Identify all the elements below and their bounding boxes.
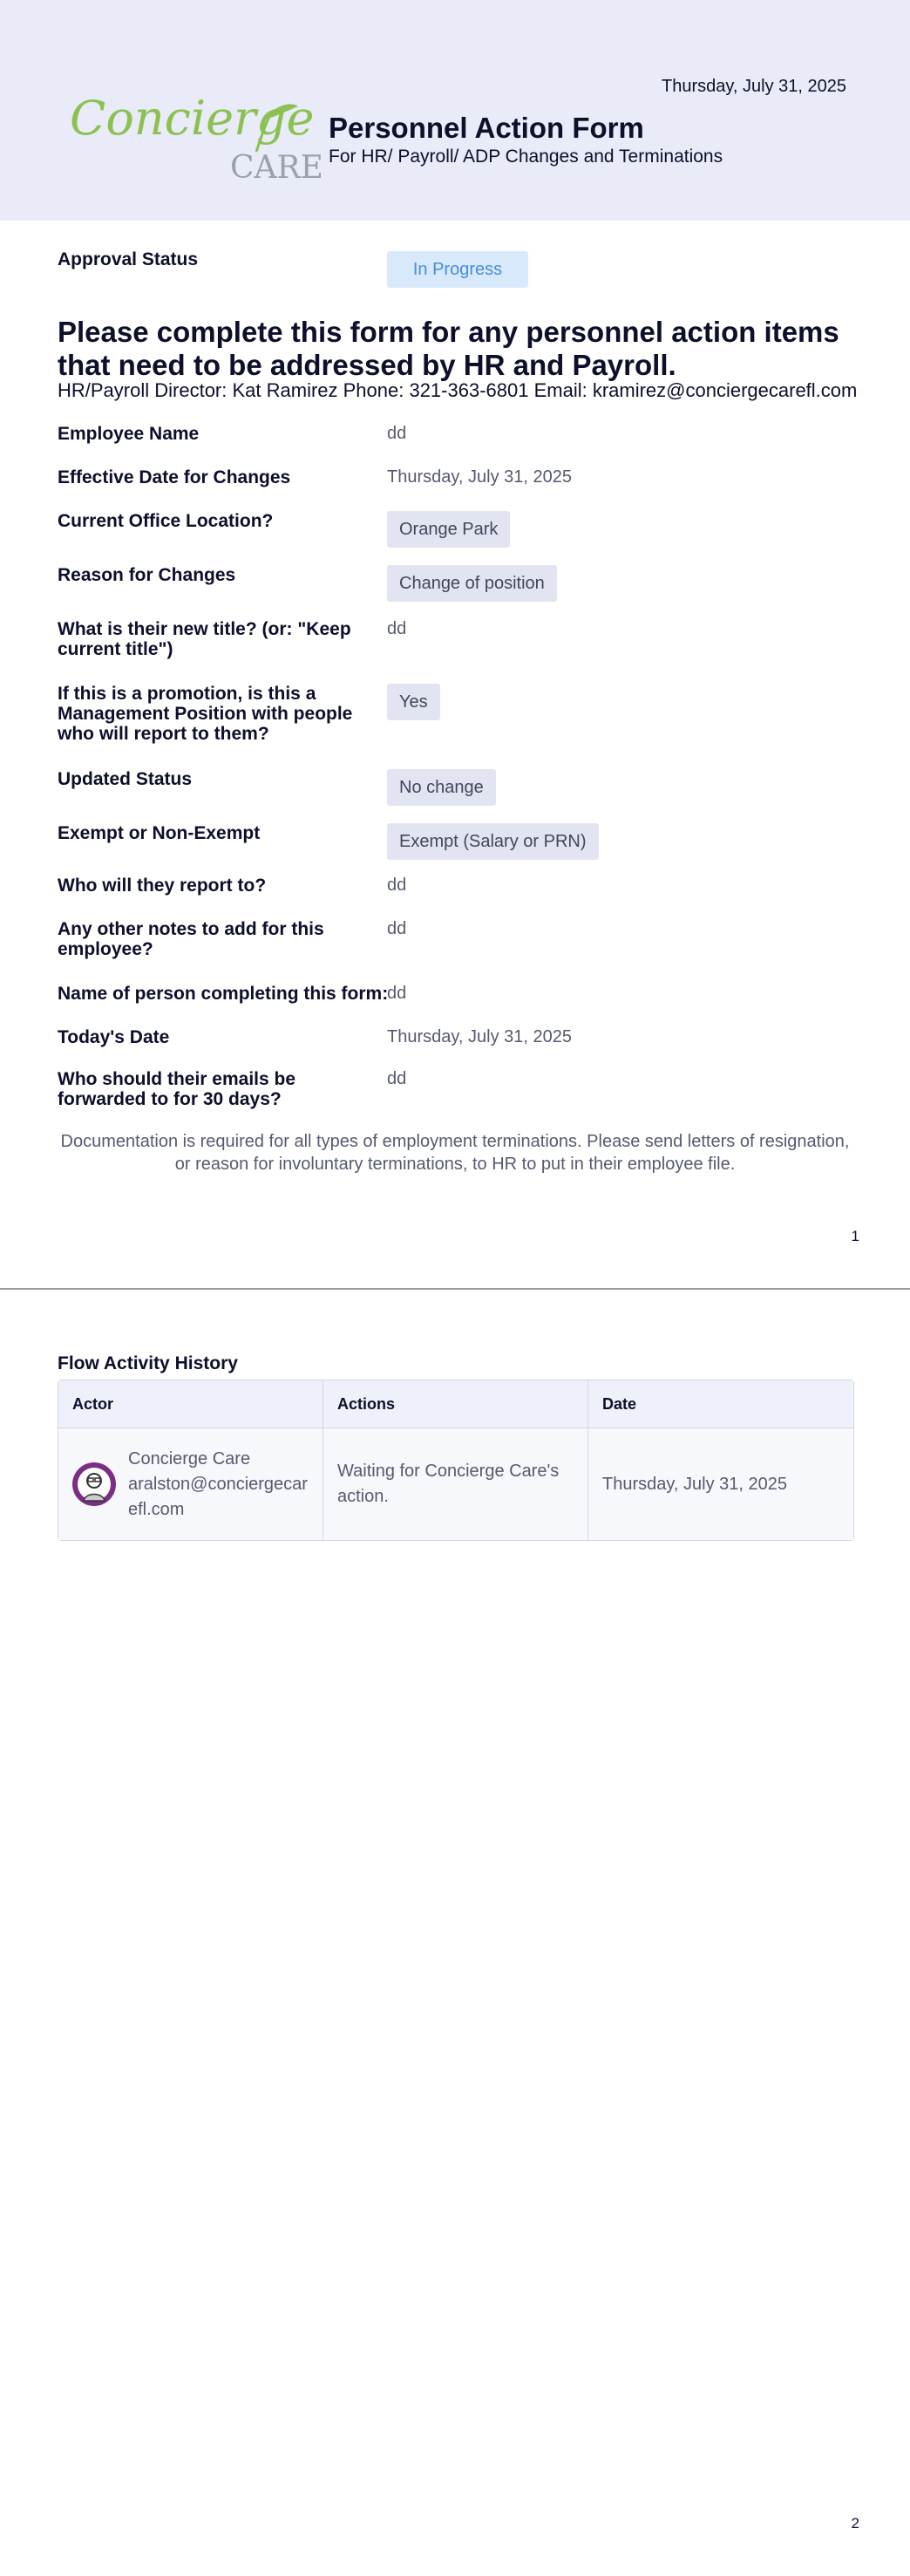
exempt-status-label: Exempt or Non-Exempt: [58, 823, 261, 843]
documentation-footnote: Documentation is required for all types of employment terminations. Please send letters of resignation, or reason for involuntary terminations, to HR to put in their employee file.: [60, 1132, 850, 1174]
reports-to-value: dd: [387, 876, 407, 895]
office-location-chip: Orange Park: [387, 511, 510, 548]
completed-by-label: Name of person completing this form:: [58, 984, 389, 1004]
todays-date-label: Today's Date: [58, 1027, 170, 1047]
new-title-label: What is their new title? (or: "Keep current title"): [58, 619, 351, 659]
flow-history-table: [58, 1380, 854, 1541]
other-notes-label: Any other notes to add for this employee?: [58, 919, 324, 959]
email-forwarding-label: Who should their emails be forwarded to for 30 days?: [58, 1069, 296, 1109]
table-row: [58, 1428, 853, 1540]
form-subtitle: For HR/ Payroll/ ADP Changes and Terminations: [329, 147, 723, 167]
actor-info: [128, 1447, 309, 1523]
employee-name-value: dd: [387, 424, 407, 443]
logo-subtext: CARE: [230, 150, 323, 186]
management-position-chip: Yes: [387, 684, 440, 720]
approval-status-label: Approval Status: [58, 249, 199, 269]
column-header-actor: Actor: [58, 1380, 323, 1428]
new-title-value: dd: [387, 619, 407, 638]
actor-email: aralston@conciergecarefl.com: [128, 1474, 308, 1519]
office-location-label: Current Office Location?: [58, 511, 274, 531]
completed-by-value: dd: [387, 984, 407, 1003]
updated-status-label: Updated Status: [58, 769, 193, 789]
header-banner: [0, 0, 910, 221]
exempt-status-chip: Exempt (Salary or PRN): [387, 823, 599, 860]
flow-history-title: Flow Activity History: [58, 1353, 238, 1373]
reason-for-changes-label: Reason for Changes: [58, 565, 236, 585]
logo-wordmark: Concierge: [70, 91, 315, 146]
updated-status-chip: No change: [387, 769, 496, 806]
effective-date-label: Effective Date for Changes: [58, 467, 291, 487]
column-header-date: Date: [602, 1394, 637, 1413]
page-number-1: 1: [851, 1228, 859, 1244]
approval-status-badge: In Progress: [387, 251, 528, 288]
reason-for-changes-chip: Change of position: [387, 565, 557, 602]
date-cell: Thursday, July 31, 2025: [602, 1474, 787, 1494]
concierge-care-logo: [70, 85, 323, 186]
actor-cell: [58, 1428, 323, 1540]
form-instructions-heading: Please complete this form for any personnel action items that need to be addressed by HR and Payroll.: [58, 316, 839, 381]
management-position-label: If this is a promotion, is this a Management Position with people who will report to them?: [58, 684, 353, 744]
employee-name-label: Employee Name: [58, 424, 200, 444]
user-portrait-icon: [78, 1468, 111, 1501]
hr-contact-info: HR/Payroll Director: Kat Ramirez Phone: 321-363-6801 Email: kramirez@conciergecarefl.com: [58, 379, 858, 401]
other-notes-value: dd: [387, 919, 407, 938]
page-divider: [0, 1288, 910, 1290]
effective-date-value: Thursday, July 31, 2025: [387, 467, 572, 487]
table-header-row: [58, 1380, 853, 1428]
page-number-2: 2: [851, 2515, 859, 2532]
header-date: Thursday, July 31, 2025: [662, 77, 846, 96]
actor-name: Concierge Care: [128, 1448, 251, 1469]
reports-to-label: Who will they report to?: [58, 876, 267, 896]
action-cell: Waiting for Concierge Care's action.: [323, 1428, 588, 1540]
column-header-actions: Actions: [323, 1380, 588, 1428]
todays-date-value: Thursday, July 31, 2025: [387, 1027, 572, 1046]
avatar: [72, 1462, 116, 1506]
email-forwarding-value: dd: [387, 1069, 407, 1088]
form-title: Personnel Action Form: [329, 112, 644, 144]
